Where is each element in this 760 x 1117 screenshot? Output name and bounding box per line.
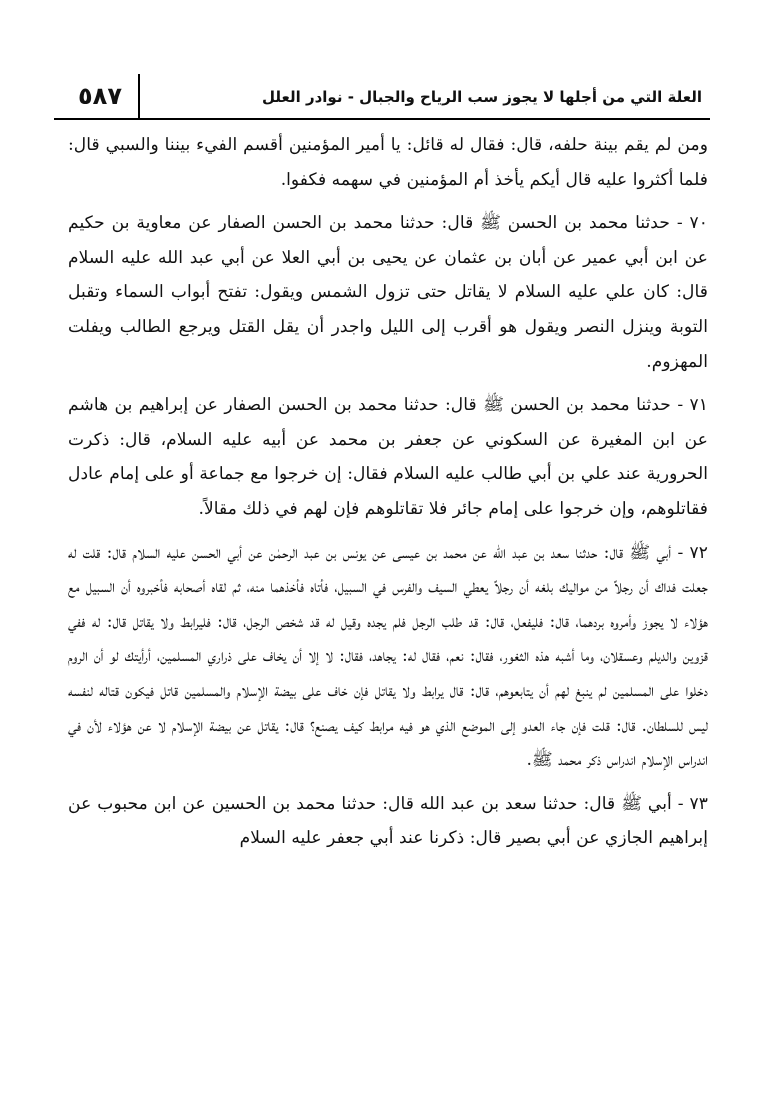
running-title: العلة التي من أجلها لا يجوز سب الرياح والجبال - نوادر العلل — [261, 88, 702, 106]
page-body — [68, 128, 708, 856]
hadith-70: ٧٠ - حدثنا محمد بن الحسن ﷺ قال: حدثنا محمد بن الحسن الصفار عن معاوية بن حكيم عن ابن أبي عمير عن أبان بن عثمان عن يحيى بن أبي العلا عن أبي عبد الله عليه السلام قال: كان علي عليه السلام لا يقاتل حتى تزول الشمس ويقول: تفتح أبواب السماء وتقبل التوبة وينزل النصر ويقول هو أقرب إلى الليل واجدر أن يقل القتل ويرجع الطالب ويفلت المهزوم. — [68, 213, 708, 372]
hadith-71: ٧١ - حدثنا محمد بن الحسن ﷺ قال: حدثنا محمد بن الحسن الصفار عن إبراهيم بن هاشم عن ابن المغيرة عن السكوني عن جعفر بن محمد عن أبيه عليه السلام، قال: ذكرت الحرورية عند علي بن أبي طالب عليه السلام فقال: إن خرجوا مع جماعة أو على إمام عادل فقاتلوهم، وإن خرجوا على إمام جائر فلا تقاتلوهم فإن لهم في ذلك مقالاً. — [68, 395, 708, 519]
header-divider — [138, 74, 140, 118]
paragraph-continuation: ومن لم يقم بينة حلفه، قال: فقال له قائل: يا أمير المؤمنين أقسم الفيء بيننا والسبي قال: فلما أكثروا عليه قال أيكم يأخذ أم المؤمنين في سهمه فكفوا. — [68, 135, 708, 190]
page-number: ٥٨٧ — [78, 82, 122, 110]
hadith-73: ٧٣ - أبي ﷺ قال: حدثنا سعد بن عبد الله قال: حدثنا محمد بن الحسين عن ابن محبوب عن إبراهيم الجازي عن أبي بصير قال: ذكرنا عند أبي جعفر عليه السلام — [68, 793, 708, 849]
page-header — [54, 74, 710, 120]
hadith-72: ٧٢ - أبي ﷺ قال: حدثنا سعد بن عبد الله عن محمد بن عيسى عن يونس بن عبد الرحمٰن عن أبي الحسن عليه السلام قال: قلت له جعلت فداك أن رجلاً من مواليك بلغه أن رجلاً يعطي السيف والفرس في السبيل، فأتاه فأخذهما منه، ثم لقاه أصحابه فأخبروه أن السبيل مع هؤلاء لا يجوز وأمروه بردهما، قال: فليفعل، قال: قد طلب الرجل فلم يجده وقيل له قد شخص الرجل، قال: فليرابط ولا يقاتل قال: له ففي قزوين والديلم وعسقلان، وما أشبه هذه الثغور، فقال: نعم، فقال له: يجاهد، فقال: لا إلا أن يخاف على ذراري المسلمين، أرأيتك لو أن الروم دخلوا على المسلمين لم ينبغ لهم أن يتابعوهم، قال: قال يرابط ولا يقاتل فإن خاف على بيضة الإسلام والمسلمين قاتل فيكون قتاله لنفسه ليس للسلطان. قال: قلت فإن جاء العدو إلى الموضع الذي هو فيه مرابط كيف يصنع؟ قال: يقاتل عن بيضة الإسلام لا عن هؤلاء لأن في اندراس الإسلام اندراس ذكر محمد ﷺ. — [68, 542, 708, 771]
